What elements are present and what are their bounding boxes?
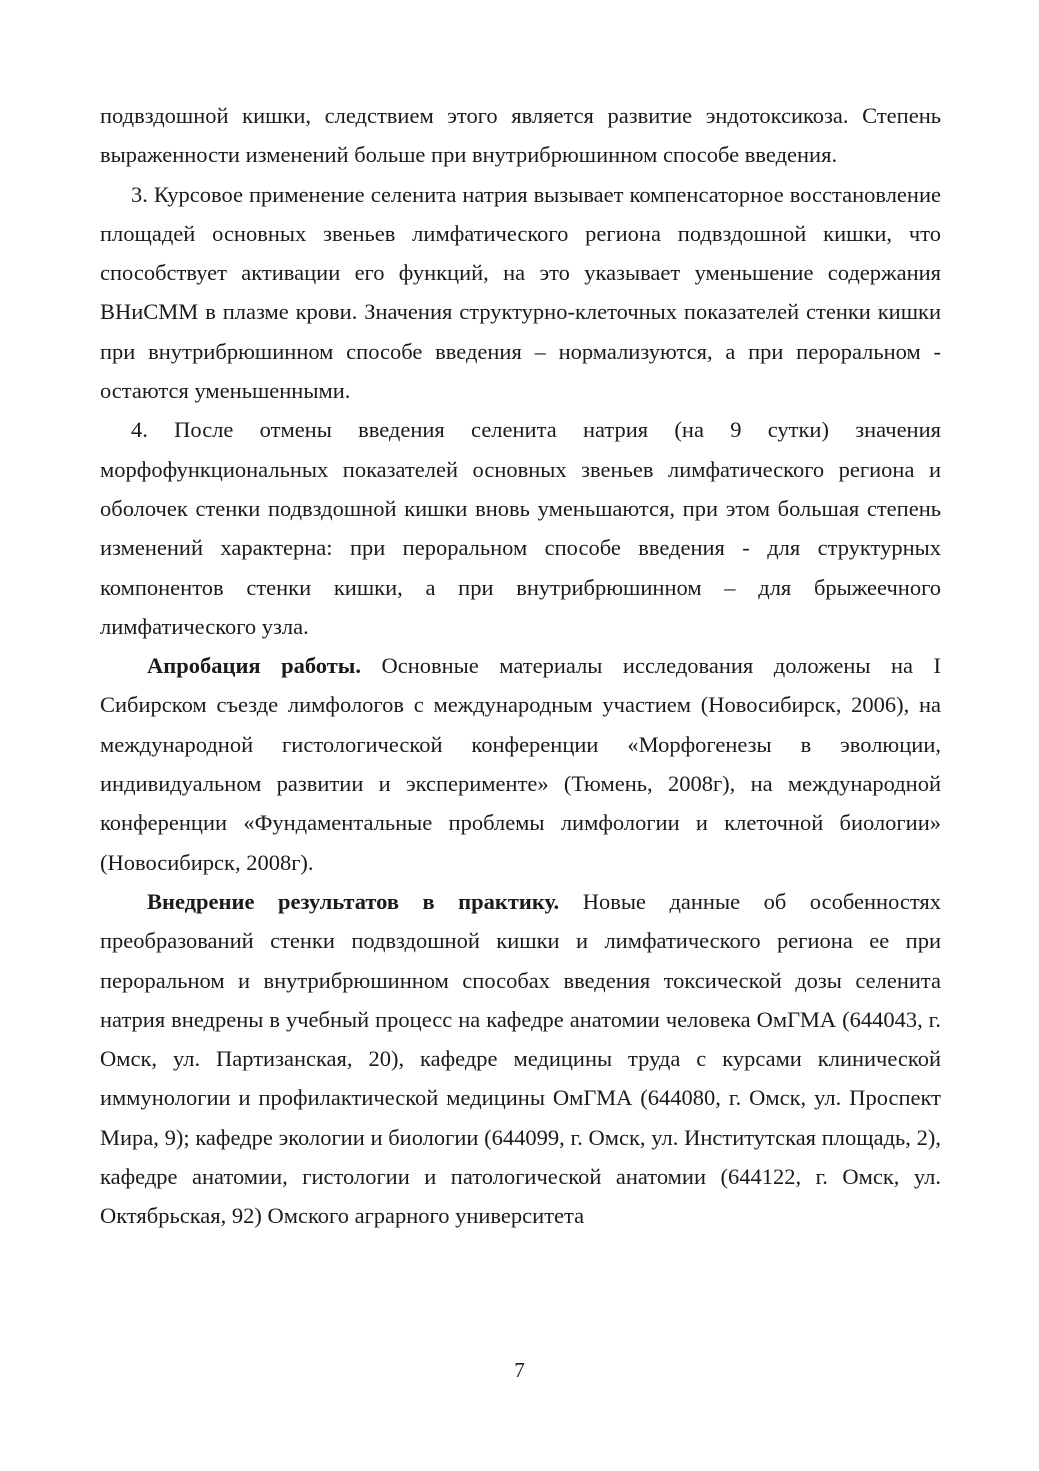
paragraph-text: Новые данные об особенностях преобразований стенки подвздошной кишки и лимфатического региона ее при пероральном и внутрибрюшинном способах введения токсической дозы селенита натрия внедрены в учебный процесс на кафедре анатомии человека ОмГМА (644043, г. Омск, ул. Партизанская, 20), кафедре медицины труда с курсами клинической иммунологии и профилактической медицины ОмГМА (644080, г. Омск, ул. Проспект Мира, 9); кафедре экологии и биологии (644099, г. Омск, ул. Институтская площадь, 2), кафедре анатомии, гистологии и патологической анатомии (644122, г. Омск, ул. Октябрьская, 92) Омского аграрного университета bbox=[100, 888, 941, 1229]
page-number: 7 bbox=[514, 1358, 525, 1382]
paragraph-conclusion-2-continued bbox=[100, 96, 941, 175]
paragraph-implementation bbox=[100, 882, 941, 1236]
paragraph-text: подвздошной кишки, следствием этого является развитие эндотоксикоза. Степень выраженности изменений больше при внутрибрюшинном способе введения. bbox=[100, 103, 941, 168]
approbation-heading: Апробация работы. bbox=[147, 653, 361, 679]
paragraph-conclusion-4 bbox=[100, 410, 941, 646]
paragraph-text: Основные материалы исследования доложены на I Сибирском съезде лимфологов с международным участием (Новосибирск, 2006), на международной гистологической конференции «Морфогенезы в эволюции, индивидуальном развитии и эксперименте» (Тюмень, 2008г), на международной конференции «Фундаментальные проблемы лимфологии и клеточной биологии» (Новосибирск, 2008г). bbox=[100, 653, 942, 875]
paragraph-text: 4. После отмены введения селенита натрия (на 9 сутки) значения морфофункциональных показателей основных звеньев лимфатического региона и оболочек стенки подвздошной кишки вновь уменьшаются, при этом большая степень изменений характерна: при пероральном способе введения - для структурных компонентов стенки кишки, а при внутрибрюшинном – для брыжеечного лимфатического узла. bbox=[100, 417, 941, 639]
body-text bbox=[100, 96, 941, 1236]
paragraph-conclusion-3 bbox=[100, 175, 941, 411]
paragraph-text: 3. Курсовое применение селенита натрия вызывает компенсаторное восстановление площадей основных звеньев лимфатического региона подвздошной кишки, что способствует активации его функций, на это указывает уменьшение содержания ВНиСММ в плазме крови. Значения структурно-клеточных показателей стенки кишки при внутрибрюшинном способе введения – нормализуются, а при пероральном - остаются уменьшенными. bbox=[100, 181, 941, 404]
implementation-heading: Внедрение результатов в практику. bbox=[147, 888, 560, 914]
paragraph-approbation bbox=[100, 646, 941, 882]
